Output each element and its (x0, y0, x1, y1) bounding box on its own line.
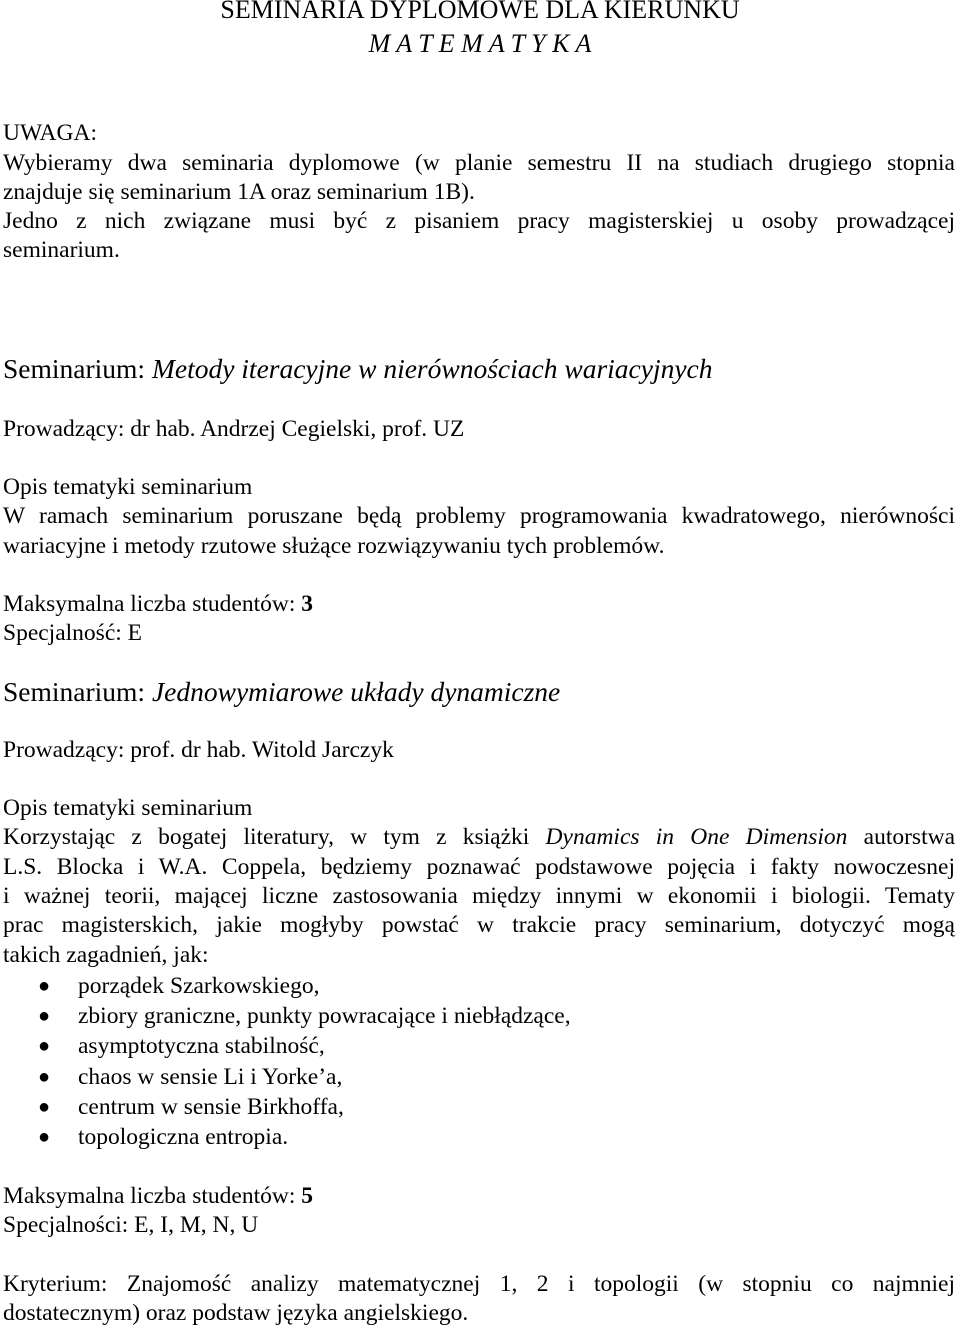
max-students-value: 5 (301, 1183, 313, 1209)
max-students-value: 3 (301, 591, 313, 617)
doc-title: SEMINARIA DYPLOMOWE DLA KIERUNKU (220, 0, 740, 24)
notice-line: Wybieramy dwa seminaria dyplomowe (w planie semestru II na studiach drugiego stopnia (3, 150, 955, 176)
book-title: Dynamics in One Dimension (545, 824, 848, 850)
list-item: chaos w sensie Li i Yorke’a, (78, 1064, 343, 1090)
description-line: takich zagadnień, jak: (3, 942, 209, 968)
list-item: asymptotyczna stabilność, (78, 1033, 325, 1059)
bullet-icon: ● (38, 1096, 51, 1118)
notice-line: znajduje się seminarium 1A oraz seminarium 1B). (3, 179, 475, 205)
description-line: L.S. Blocka i W.A. Coppela, będziemy poznawać podstawowe pojęcia i fakty nowoczesnej (3, 854, 955, 880)
specialty: Specjalności: E, I, M, N, U (3, 1212, 259, 1238)
specialty: Specjalność: E (3, 620, 143, 646)
doc-subtitle: M A T E M A T Y K A (368, 29, 592, 58)
bullet-icon: ● (38, 1126, 51, 1148)
max-students-label: Maksymalna liczba studentów: (3, 591, 296, 617)
seminar-name: Jednowymiarowe układy dynamiczne (151, 676, 561, 707)
description-text: autorstwa (863, 824, 956, 850)
list-item: centrum w sensie Birkhoffa, (78, 1094, 344, 1120)
description-line: i ważnej teorii, mającej liczne zastosowania między innymi w ekonomii i biologii. Tematy (3, 883, 955, 909)
description-heading: Opis tematyki seminarium (3, 474, 253, 500)
seminar-name: Metody iteracyjne w nierównościach wariacyjnych (151, 353, 713, 384)
bullet-icon: ● (38, 1005, 51, 1027)
description-line (3, 826, 955, 850)
notice-line: Jedno z nich związane musi być z pisaniem pracy magisterskiej u osoby prowadzącej (3, 208, 955, 234)
seminar-heading (3, 355, 713, 383)
description-line: W ramach seminarium poruszane będą problemy programowania kwadratowego, nierówności (3, 503, 955, 529)
notice-label: UWAGA: (3, 120, 97, 146)
list-item: topologiczna entropia. (78, 1124, 289, 1150)
list-item: zbiory graniczne, punkty powracające i niebłądzące, (78, 1003, 571, 1029)
seminar-leader: Prowadzący: dr hab. Andrzej Cegielski, prof. UZ (3, 416, 465, 442)
max-students (3, 1185, 313, 1209)
notice-line: seminarium. (3, 237, 120, 263)
description-line: wariacyjne i metody rzutowe służące rozwiązywaniu tych problemów. (3, 533, 665, 559)
seminar-leader: Prowadzący: prof. dr hab. Witold Jarczyk (3, 737, 394, 763)
bullet-icon: ● (38, 1035, 51, 1057)
seminar-prefix: Seminarium: (3, 676, 146, 707)
description-line: prac magisterskich, jakie mogłyby powstać w trakcie pracy seminarium, dotyczyć mogą (3, 912, 955, 938)
seminar-heading (3, 678, 560, 706)
bullet-icon: ● (38, 975, 51, 997)
seminar-prefix: Seminarium: (3, 353, 146, 384)
max-students-label: Maksymalna liczba studentów: (3, 1183, 296, 1209)
description-text: Korzystając z bogatej literatury, w tym z książki (3, 824, 530, 850)
criterion-line: Kryterium: Znajomość analizy matematycznej 1, 2 i topologii (w stopniu co najmniej (3, 1271, 955, 1297)
description-heading: Opis tematyki seminarium (3, 795, 253, 821)
list-item: porządek Szarkowskiego, (78, 973, 320, 999)
max-students (3, 593, 313, 617)
bullet-icon: ● (38, 1066, 51, 1088)
criterion-line: dostatecznym) oraz podstaw języka angielskiego. (3, 1300, 469, 1326)
